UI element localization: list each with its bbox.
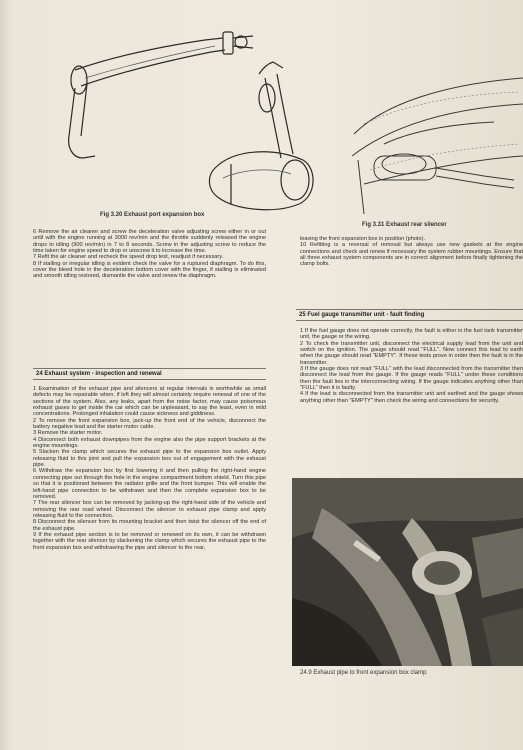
paragraph: 5 Slacken the clamp which secures the exhaust pipe to the expansion box outlet. Apply releasing fluid to this joint and pull the expansion box out of engagement with the exhaust pipe. [33, 449, 266, 469]
section-24-heading: 24 Exhaust system - inspection and renewal [33, 368, 266, 380]
rear-silencer-drawing [344, 64, 523, 224]
right-column-top [300, 236, 523, 268]
paragraph: 2 To check the transmitter unit, disconnect the electrical supply lead from the unit and switch on the ignition. The gauge should read "FULL". Now connect this lead to earth when the gauge should read "EMPTY". If these tests prove in order then the fault is in the transmitter. [300, 340, 523, 366]
right-column-section-25 [300, 328, 523, 404]
paragraph: 10 Refitting is a reversal of removal but always use new gaskets at the engine connections and check and renew if necessary the system rubber mountings. Ensure that all three exhaust system components are in correct alignment before finally tightening the clamp bolts. [300, 242, 523, 268]
paragraph: 8 If stalling or irregular idling is evident check the valve for a ruptured diaphragm. To do this, cover the bleed hole in the deceleration bottom cover with the finger, if stalling is eliminated and smooth idling restored, dismantle the valve and renew the diaphragm. [33, 260, 266, 280]
paragraph: 6 Remove the air cleaner and screw the deceleration valve adjusting screw either in or out until with the engine running at 3000 rev/min and the throttle suddenly released the engine drops to idling (900 rev/min) in 7 to 8 seconds. Screw in the adjusting screw to reduce the time taken for engine speed to drop or unscrew it to increase the time. [33, 229, 266, 255]
left-column-top [33, 229, 266, 280]
paragraph: 1 If the fuel gauge does not operate correctly, the fault is either in the fuel tank transmitter unit, the gauge or the wiring. [300, 328, 523, 341]
paragraph: 9 If the exhaust pipe section is to be removed or renewed on its own, it can be withdrawn together with the rear silencer by slackening the clamp which secures the exhaust pipe to the front expansion box and withdrawing the pipe and silencer to the rear, [33, 531, 266, 551]
paragraph: 7 Refit the air cleaner and recheck the speed drop test, readjust if necessary. [33, 254, 224, 261]
paragraph: 6 Withdraw the expansion box by first lowering it and then pulling the right-hand engine connecting pipe out through the hole in the engine compartment bottom shield. Turn this pipe so that it is positioned between the radiator grille and the front bumper. This will enable the left-hand pipe connection to be withdrawn and then the complete expansion box to be removed. [33, 468, 266, 500]
paragraph: 3 If the gauge does not read "FULL" with the lead disconnected from the transmitter then disconnect the lead from the gauge. If the gauge reads "FULL" under these conditions then the fault lies in the interconnecting wiring. If the gauge indicates anything other than "FULL" then it is faulty. [300, 366, 523, 392]
paragraph: 8 Disconnect the silencer from its mounting bracket and then twist the silencer off the end of the exhaust pipe. [33, 519, 266, 532]
paragraph: 7 The rear silencer box can be removed by jacking-up the right-hand side of the vehicle and removing the rear road wheel. Disconnect the silencer to exhaust pipe clamp and apply releasing fluid to the connection. [33, 500, 266, 519]
paragraph: 1 Examination of the exhaust pipe and silencers at regular intervals is worthwhile as small defects may be repairable when, if left they will almost certainly require renewal of one of the sections of the system. Also, any leaks, apart from the noise factor, may cause poisonous exhaust gases to get inside the car which can be unpleasant, to say the least, even in mild concentrations. Prolonged inhalation could cause sickness and giddiness. [33, 386, 266, 418]
fig-3-31-caption: Fig 3.31 Exhaust rear silencer [362, 222, 447, 228]
fig-24-9-caption: 24.9 Exhaust pipe to front expansion box clamp [300, 670, 427, 676]
photo-illustration [292, 478, 523, 666]
paragraph: 4 Disconnect both exhaust downpipes from the engine also the pipe support brackets at the engine mountings. [33, 436, 266, 450]
section-25-heading: 25 Fuel gauge transmitter unit - fault finding [296, 309, 523, 321]
paragraph: leaving the front expansion box in position (photo). [300, 236, 426, 242]
exhaust-clamp-photo [292, 478, 523, 666]
paragraph: 2 To remove the front expansion box, jack-up the front end of the vehicle, disconnect the battery negative lead and the starter motor cable. [33, 417, 266, 431]
paragraph: 3 Remove the starter motor. [33, 430, 103, 437]
fig-3-30-caption: Fig 3.30 Exhaust port expansion box [100, 212, 205, 218]
left-column-section-24 [33, 386, 266, 551]
paragraph: 4 If the lead is disconnected from the transmitter unit and earthed and the gauge shows anything other than "EMPTY" then check the wiring and connections for security. [300, 391, 523, 404]
exhaust-expansion-box-drawing [55, 18, 325, 213]
